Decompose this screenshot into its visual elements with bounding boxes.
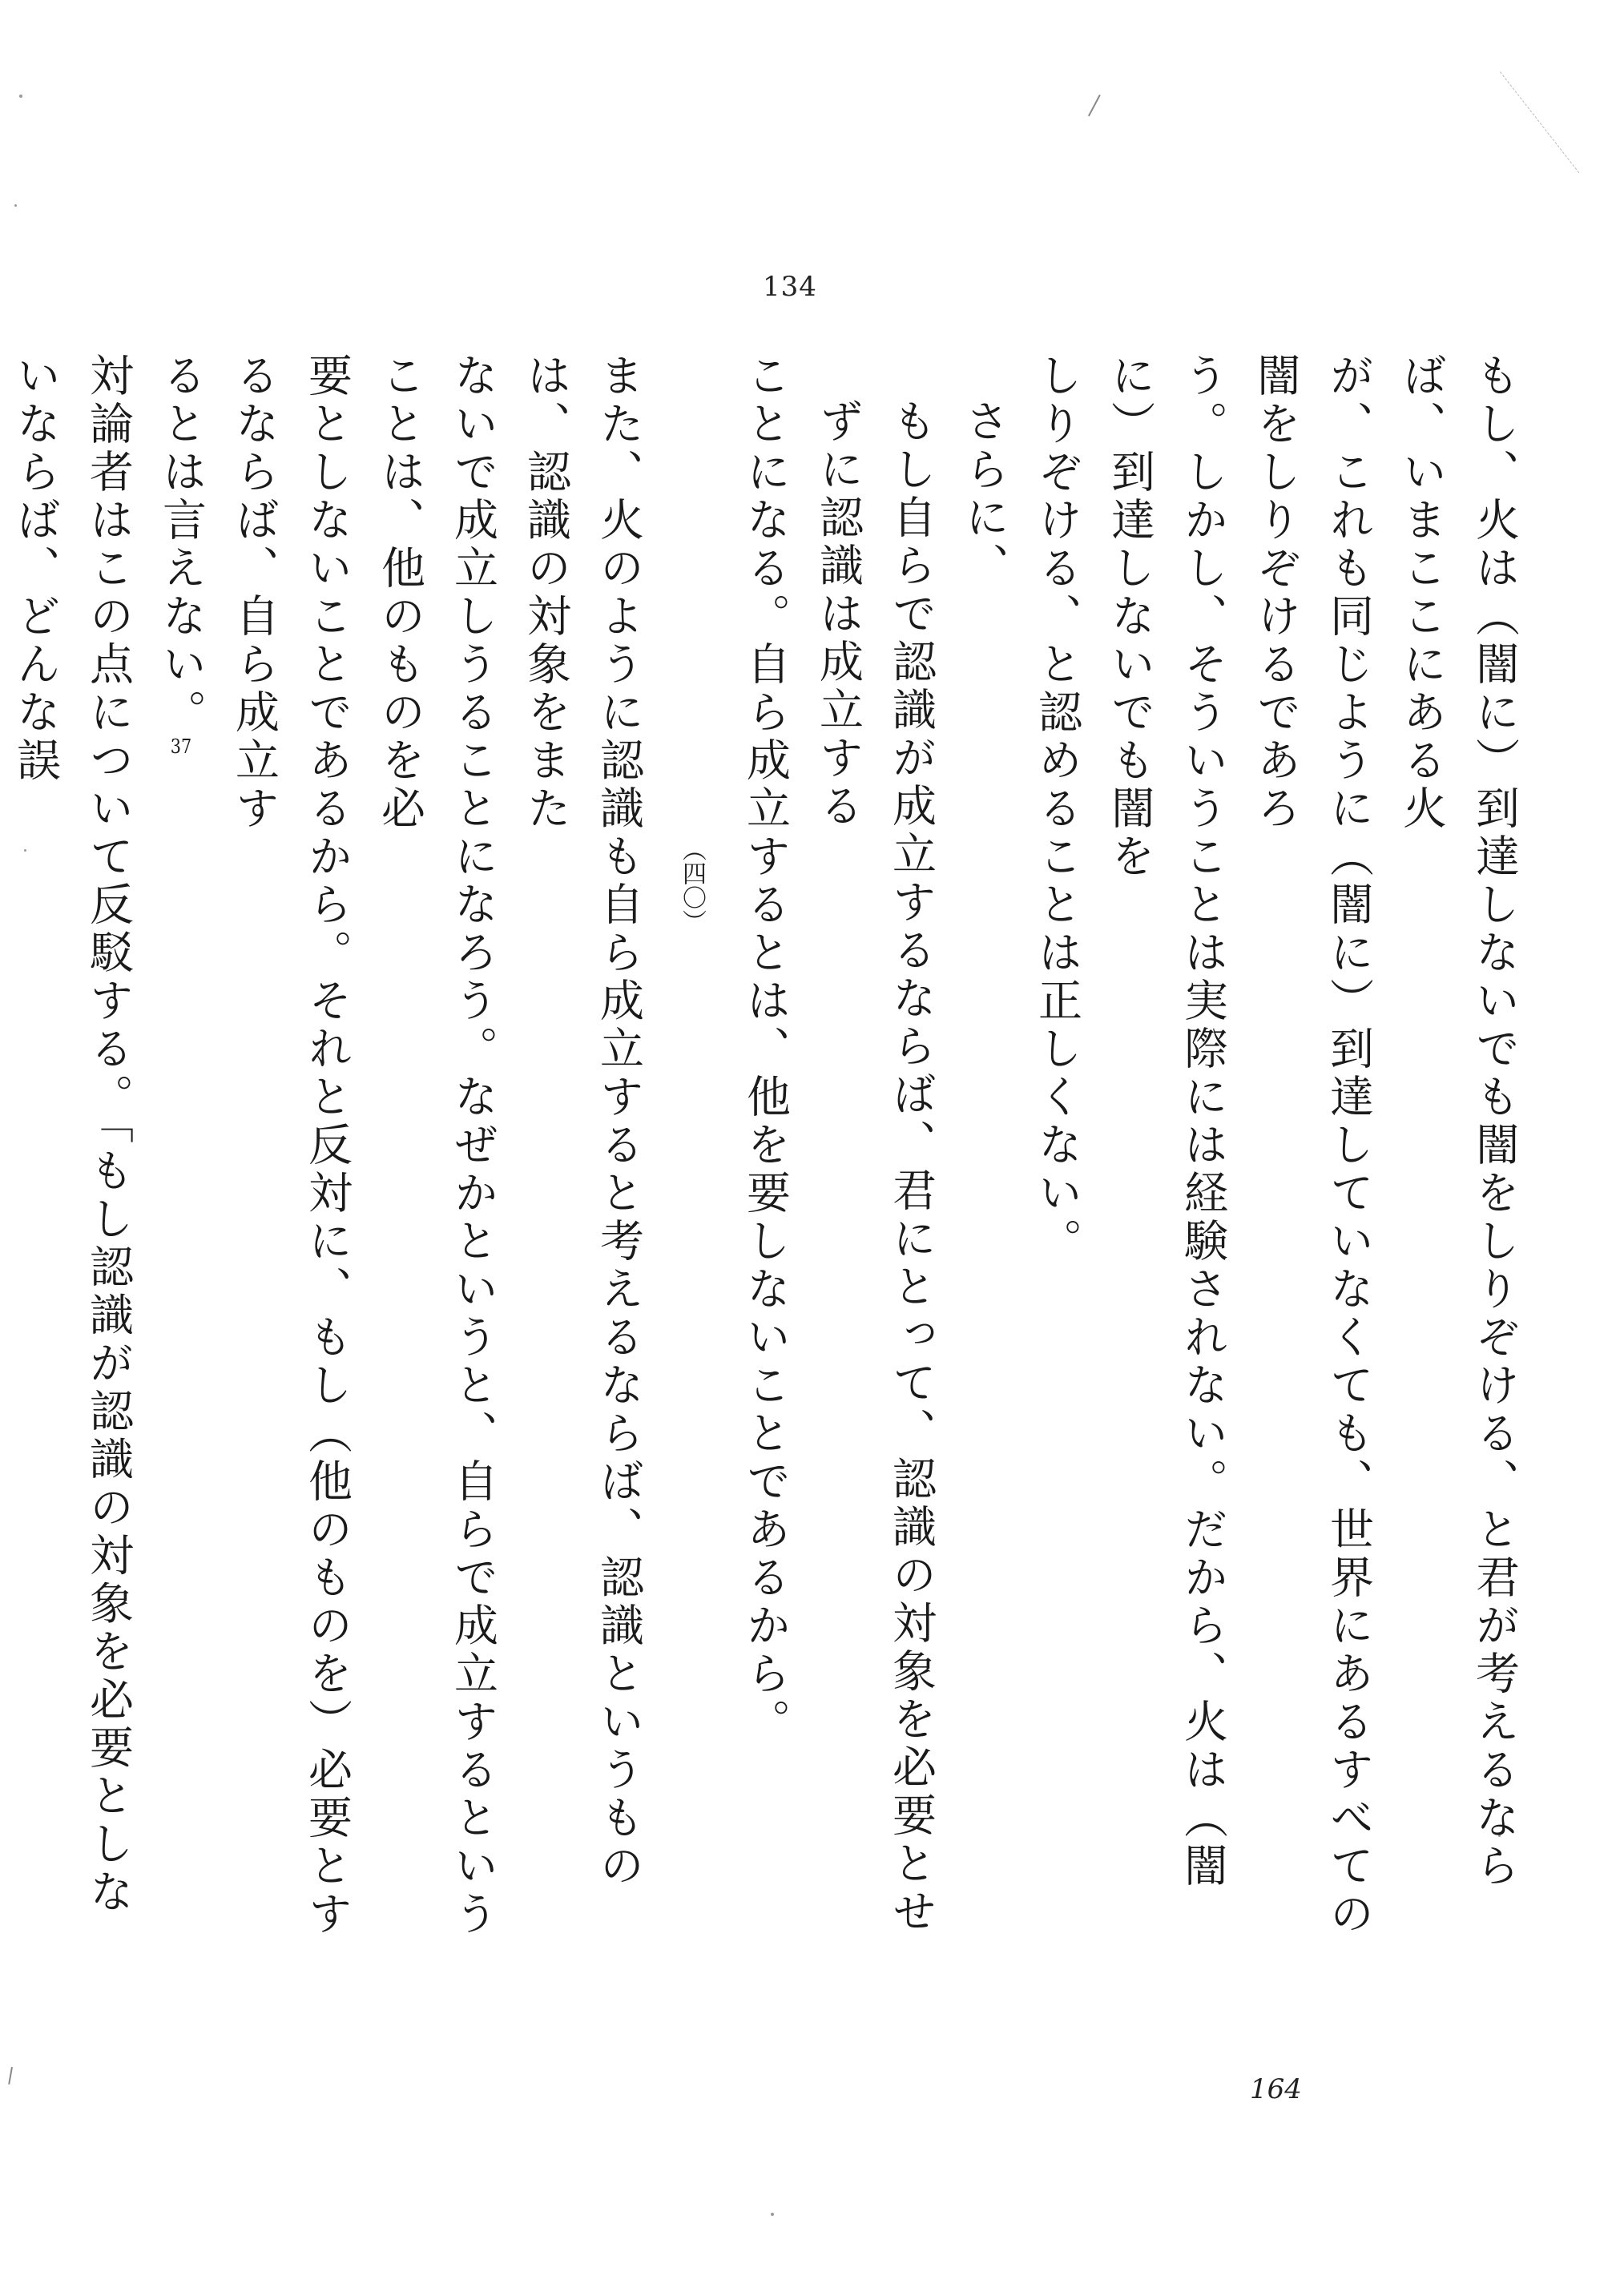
text-line: ことになる。自ら成立するとは、他を要しないことであるから。（四〇）: [655, 352, 801, 1955]
text-line: ないで成立しうることになろう。なぜかというと、自らで成立するということは、他のものを必: [374, 352, 498, 1939]
verse-number: （四〇）: [678, 837, 706, 933]
text-line: もし自らで認識が成立するならば、君にとって、認識の対象を必要とせずに認識は成立する: [812, 398, 937, 1936]
text-line: う。しかし、そういうことは実際には経験されない。だから、火は（闇に）到達しないでも闇を: [1104, 352, 1228, 1891]
footnote-marker: 37: [170, 737, 192, 756]
text-line: しりぞける、と認めることは正しくない。: [1031, 352, 1082, 1266]
scan-stroke: [1500, 71, 1579, 173]
scan-stroke: [8, 2067, 13, 2085]
text-line: もし、火は（闇に）到達しないでも闇をしりぞける、と君が考えるならば、いまここにある火: [1396, 352, 1520, 1891]
scan-speck: [19, 95, 22, 98]
page-number-top: 134: [763, 271, 817, 303]
page-number-bottom: 164: [1250, 2073, 1302, 2105]
text-line: 要としないことであるから。それと反対に、もし（他のものを）必要とするならば、自ら成立す: [228, 352, 353, 1939]
scan-speck: [771, 2213, 774, 2216]
text-line: が、これも同じように（闇に）到達していなくても、世界にあるすべての闇をしりぞけるであろ: [1250, 352, 1374, 1939]
scan-speck: [14, 204, 17, 207]
text-line: 対論者はこの点について反駁する。「もし認識が認識の対象を必要としないならば、どんな誤: [10, 352, 134, 1917]
scan-stroke: [1088, 95, 1101, 116]
text-line: るとは言えない。37: [155, 352, 207, 756]
text-line: さらに、: [958, 398, 1009, 590]
text-line: また、火のように認識も自ら成立すると考えるならば、認識というものは、認識の対象をまた: [520, 352, 644, 1891]
vertical-text-body: [10, 352, 1530, 1955]
